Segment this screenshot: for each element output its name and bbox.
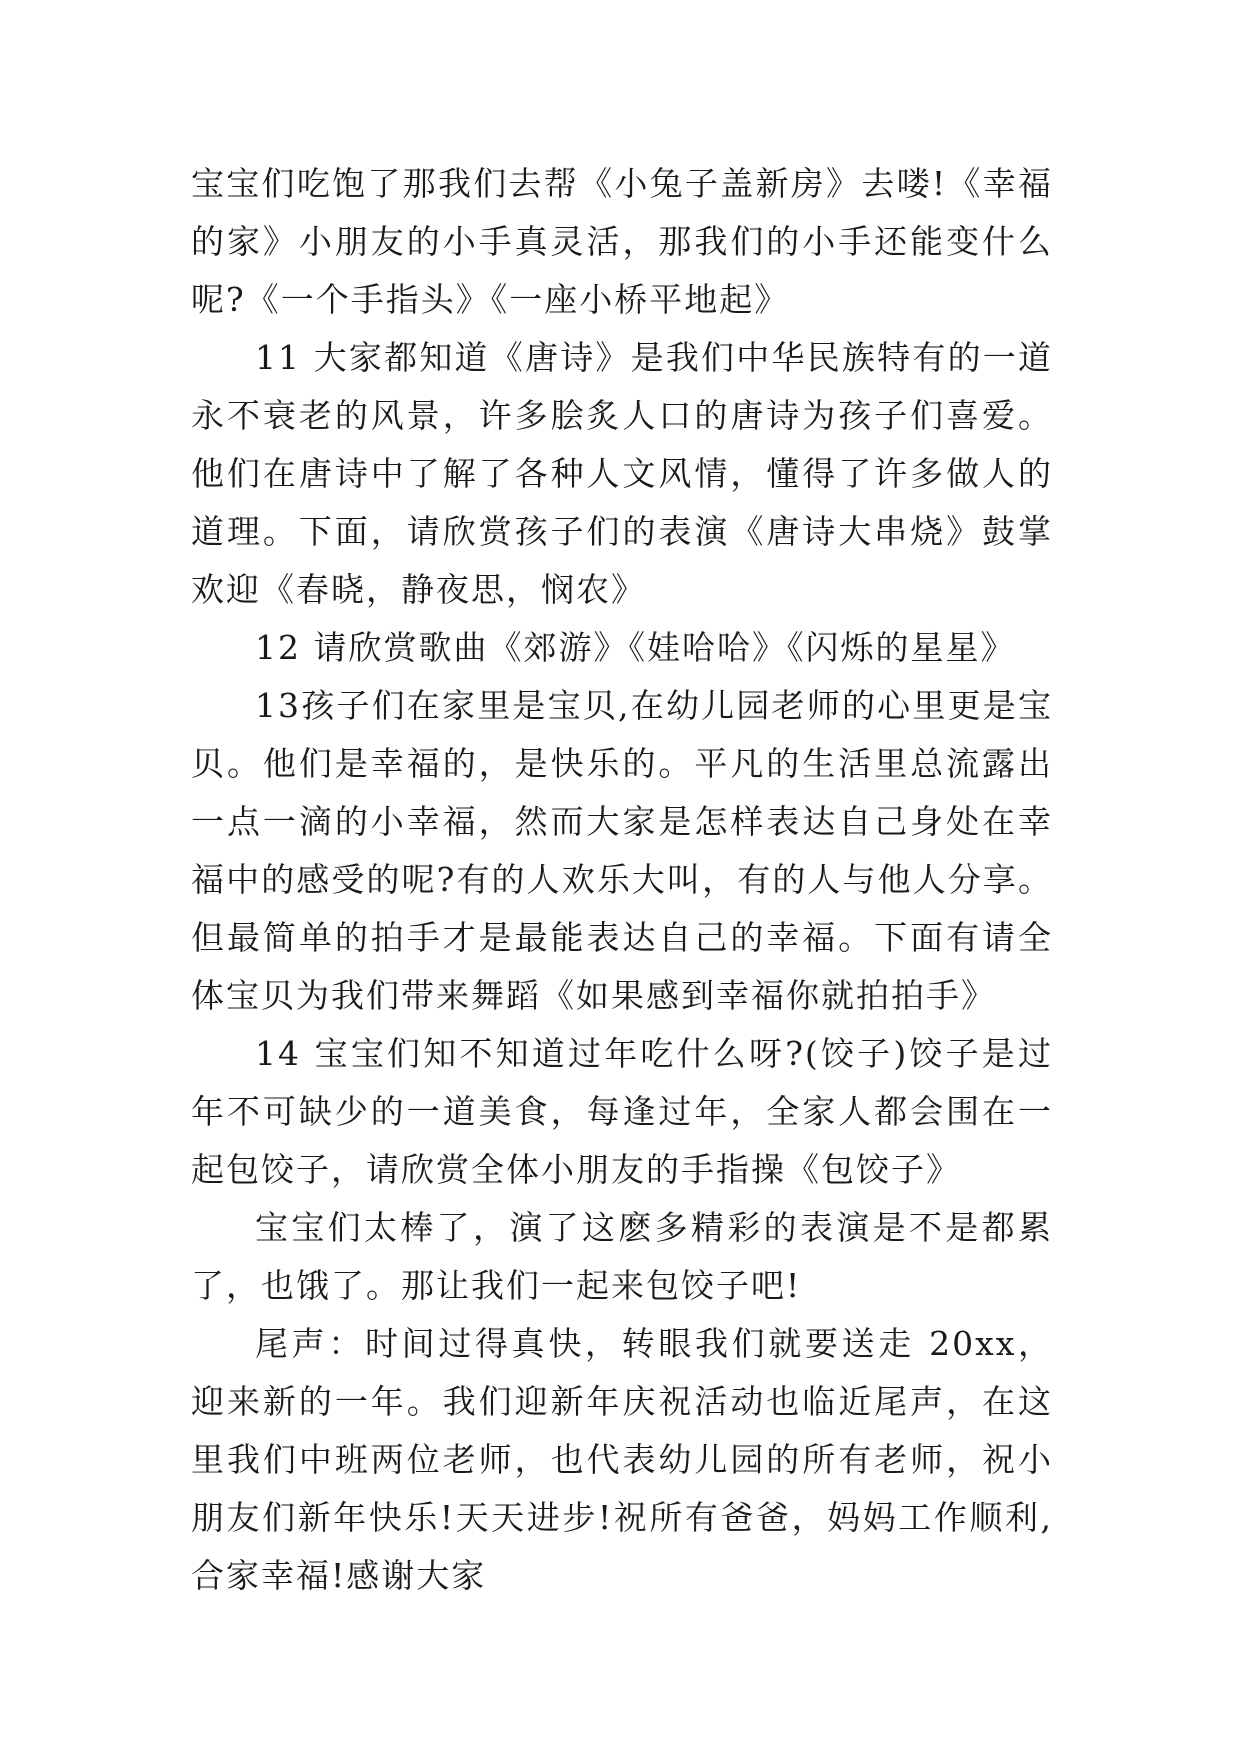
paragraph: 13孩子们在家里是宝贝,在幼儿园老师的心里更是宝贝。他们是幸福的，是快乐的。平凡的生活里总流露出一点一滴的小幸福，然而大家是怎样表达自己身处在幸福中的感受的呢?有的人欢乐大叫，有的人与他人分享。但最简单的拍手才是最能表达自己的幸福。下面有请全体宝贝为我们带来舞蹈《如果感到幸福你就拍拍手》 bbox=[191, 686, 1053, 1015]
document-body bbox=[191, 155, 1053, 1605]
paragraph: 11 大家都知道《唐诗》是我们中华民族特有的一道永不衰老的风景，许多脍炙人口的唐诗为孩子们喜爱。他们在唐诗中了解了各种人文风情，懂得了许多做人的道理。下面，请欣赏孩子们的表演《唐诗大串烧》鼓掌欢迎《春晓，静夜思，悯农》 bbox=[191, 338, 1053, 609]
paragraph: 宝宝们太棒了，演了这麽多精彩的表演是不是都累了，也饿了。那让我们一起来包饺子吧! bbox=[191, 1208, 1053, 1305]
paragraph: 尾声：时间过得真快，转眼我们就要送走 20xx，迎来新的一年。我们迎新年庆祝活动也临近尾声，在这里我们中班两位老师，也代表幼儿园的所有老师，祝小朋友们新年快乐!天天进步!祝所有爸爸，妈妈工作顺利,合家幸福!感谢大家 bbox=[191, 1324, 1053, 1595]
paragraph: 14 宝宝们知不知道过年吃什么呀?(饺子)饺子是过年不可缺少的一道美食，每逢过年，全家人都会围在一起包饺子，请欣赏全体小朋友的手指操《包饺子》 bbox=[191, 1034, 1053, 1189]
paragraph: 12 请欣赏歌曲《郊游》《娃哈哈》《闪烁的星星》 bbox=[255, 628, 1016, 667]
paragraph: 宝宝们吃饱了那我们去帮《小兔子盖新房》去喽!《幸福的家》小朋友的小手真灵活，那我们的小手还能变什么呢?《一个手指头》《一座小桥平地起》 bbox=[191, 164, 1053, 319]
